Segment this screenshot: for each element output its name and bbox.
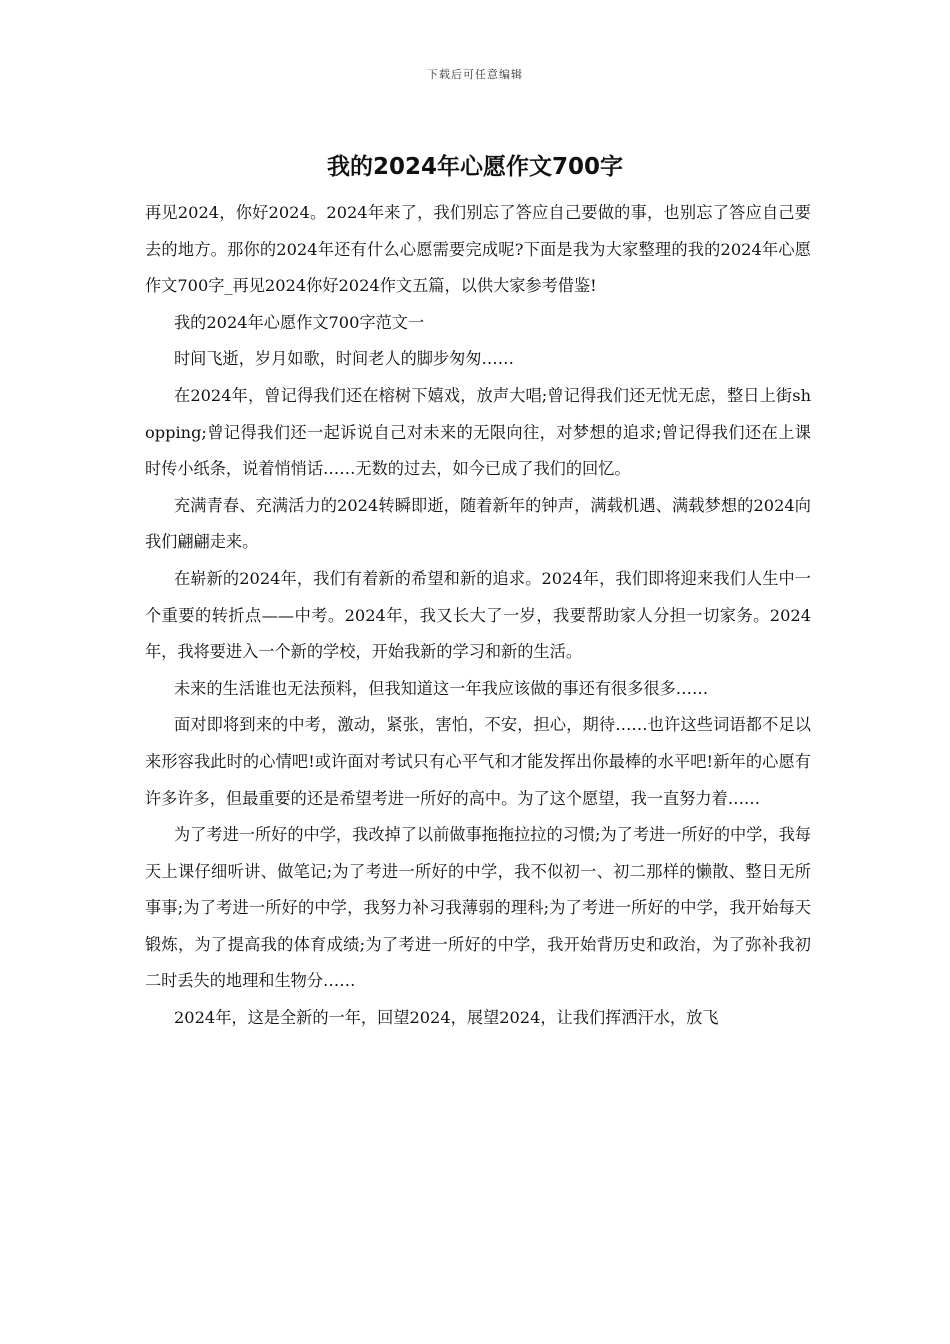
- paragraph: 未来的生活谁也无法预料，但我知道这一年我应该做的事还有很多很多……: [174, 678, 709, 698]
- paragraph: 2024年，这是全新的一年，回望2024，展望2024，让我们挥洒汗水，放飞: [174, 1008, 719, 1028]
- paragraph: 面对即将到来的中考，激动，紧张，害怕，不安，担心，期待……也许这些词语都不足以来形容我此时的心情吧!或许面对考试只有心平气和才能发挥出你最棒的水平吧!新年的心愿有许多许多，但最重要的还是希望考进一所好的高中。为了这个愿望，我一直努力着……: [145, 715, 811, 808]
- paragraph: 充满青春、充满活力的2024转瞬即逝，随着新年的钟声，满载机遇、满载梦想的2024向我们翩翩走来。: [145, 495, 811, 552]
- header-note: 下载后可任意编辑: [427, 68, 523, 81]
- paragraph: 在2024年，曾记得我们还在榕树下嬉戏，放声大唱;曾记得我们还无忧无虑，整日上街shopping;曾记得我们还一起诉说自己对未来的无限向往，对梦想的追求;曾记得我们还在上课时传小纸条，说着悄悄话……无数的过去，如今已成了我们的回忆。: [145, 385, 811, 479]
- paragraph: 时间飞逝，岁月如歌，时间老人的脚步匆匆……: [174, 349, 514, 369]
- paragraph-subheading: 我的2024年心愿作文700字范文一: [174, 312, 425, 332]
- paragraph: 为了考进一所好的中学，我改掉了以前做事拖拖拉拉的习惯;为了考进一所好的中学，我每天上课仔细听讲、做笔记;为了考进一所好的中学，我不似初一、初二那样的懒散、整日无所事事;为了考进一所好的中学，我努力补习我薄弱的理科;为了考进一所好的中学，我开始每天锻炼，为了提高我的体育成绩;为了考进一所好的中学，我开始背历史和政治，为了弥补我初二时丢失的地理和生物分……: [145, 825, 811, 991]
- paragraph-intro: 再见2024，你好2024。2024年来了，我们别忘了答应自己要做的事，也别忘了答应自己要去的地方。那你的2024年还有什么心愿需要完成呢?下面是我为大家整理的我的2024年心愿作文700字_再见2024你好2024作文五篇，以供大家参考借鉴!: [145, 203, 811, 296]
- document-title: 我的2024年心愿作文700字: [326, 154, 624, 180]
- paragraph: 在崭新的2024年，我们有着新的希望和新的追求。2024年，我们即将迎来我们人生中一个重要的转折点——中考。2024年，我又长大了一岁，我要帮助家人分担一切家务。2024年，我将要进入一个新的学校，开始我新的学习和新的生活。: [145, 568, 811, 662]
- document-body: [145, 195, 811, 1037]
